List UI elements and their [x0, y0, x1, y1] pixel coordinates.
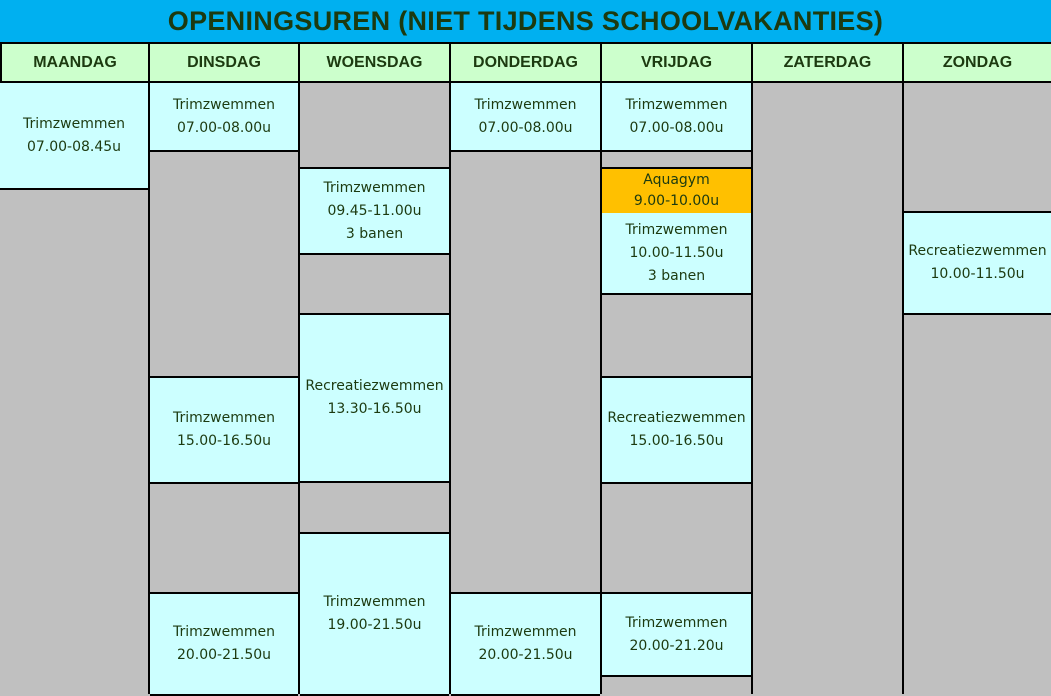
header-dinsdag: DINSDAG — [150, 44, 298, 81]
session-block — [150, 592, 298, 696]
session-time: 10.00-11.50u — [629, 244, 724, 261]
column-divider — [298, 42, 300, 694]
session-block — [602, 376, 751, 484]
session-name: Trimzwemmen — [23, 115, 125, 132]
session-name: Trimzwemmen — [625, 614, 728, 631]
column-divider — [751, 42, 753, 694]
session-block — [300, 313, 449, 483]
session-note: 3 banen — [345, 225, 404, 242]
session-name: Trimzwemmen — [474, 96, 577, 113]
session-block — [300, 167, 449, 255]
header-donderdag: DONDERDAG — [451, 44, 600, 81]
session-time: 9.00-10.00u — [633, 193, 720, 209]
session-time: 19.00-21.50u — [327, 617, 422, 633]
page-title: OPENINGSUREN (NIET TIJDENS SCHOOLVAKANTIES) — [0, 0, 1051, 42]
session-time: 15.00-16.50u — [176, 433, 272, 449]
session-name: Trimzwemmen — [625, 221, 728, 238]
session-time: 07.00-08.00u — [629, 119, 724, 136]
session-name: Trimzwemmen — [173, 624, 275, 640]
session-block-aquagym — [602, 167, 751, 215]
session-name: Trimzwemmen — [625, 96, 728, 113]
column-zondag — [904, 83, 1051, 694]
session-block — [0, 83, 148, 190]
column-zaterdag — [753, 83, 902, 694]
header-vrijdag: VRIJDAG — [602, 44, 751, 81]
session-name: Trimzwemmen — [323, 179, 426, 196]
column-divider — [902, 42, 904, 694]
session-time: 20.00-21.50u — [478, 647, 573, 663]
header-woensdag: WOENSDAG — [300, 44, 449, 81]
session-block — [602, 213, 751, 295]
header-zaterdag: ZATERDAG — [753, 44, 902, 81]
session-time: 09.45-11.00u — [327, 202, 422, 219]
session-name: Recreatiezwemmen — [305, 378, 444, 394]
session-name: Trimzwemmen — [173, 96, 275, 113]
column-divider — [449, 42, 451, 694]
session-block — [150, 83, 298, 152]
session-time: 07.00-08.00u — [478, 119, 573, 136]
session-name: Trimzwemmen — [323, 594, 426, 610]
session-time: 07.00-08.45u — [26, 138, 122, 155]
session-time: 15.00-16.50u — [629, 433, 724, 449]
session-block — [451, 83, 600, 152]
session-block — [150, 376, 298, 484]
session-name: Aquagym — [643, 172, 710, 188]
column-divider — [600, 42, 602, 694]
session-time: 20.00-21.50u — [176, 647, 272, 663]
session-name: Recreatiezwemmen — [908, 243, 1047, 259]
session-name: Trimzwemmen — [173, 410, 275, 426]
session-block — [602, 83, 751, 152]
session-block — [300, 532, 449, 696]
column-divider — [148, 42, 150, 694]
header-zondag: ZONDAG — [904, 44, 1051, 81]
session-time: 20.00-21.20u — [629, 637, 724, 654]
session-note: 3 banen — [647, 267, 706, 284]
session-time: 13.30-16.50u — [327, 401, 422, 417]
header-maandag: MAANDAG — [2, 44, 148, 81]
session-block — [904, 211, 1051, 315]
session-time: 07.00-08.00u — [176, 119, 272, 136]
session-name: Recreatiezwemmen — [607, 410, 746, 426]
session-name: Trimzwemmen — [474, 624, 577, 640]
session-block — [451, 592, 600, 696]
session-time: 10.00-11.50u — [930, 266, 1025, 282]
session-block — [602, 592, 751, 677]
